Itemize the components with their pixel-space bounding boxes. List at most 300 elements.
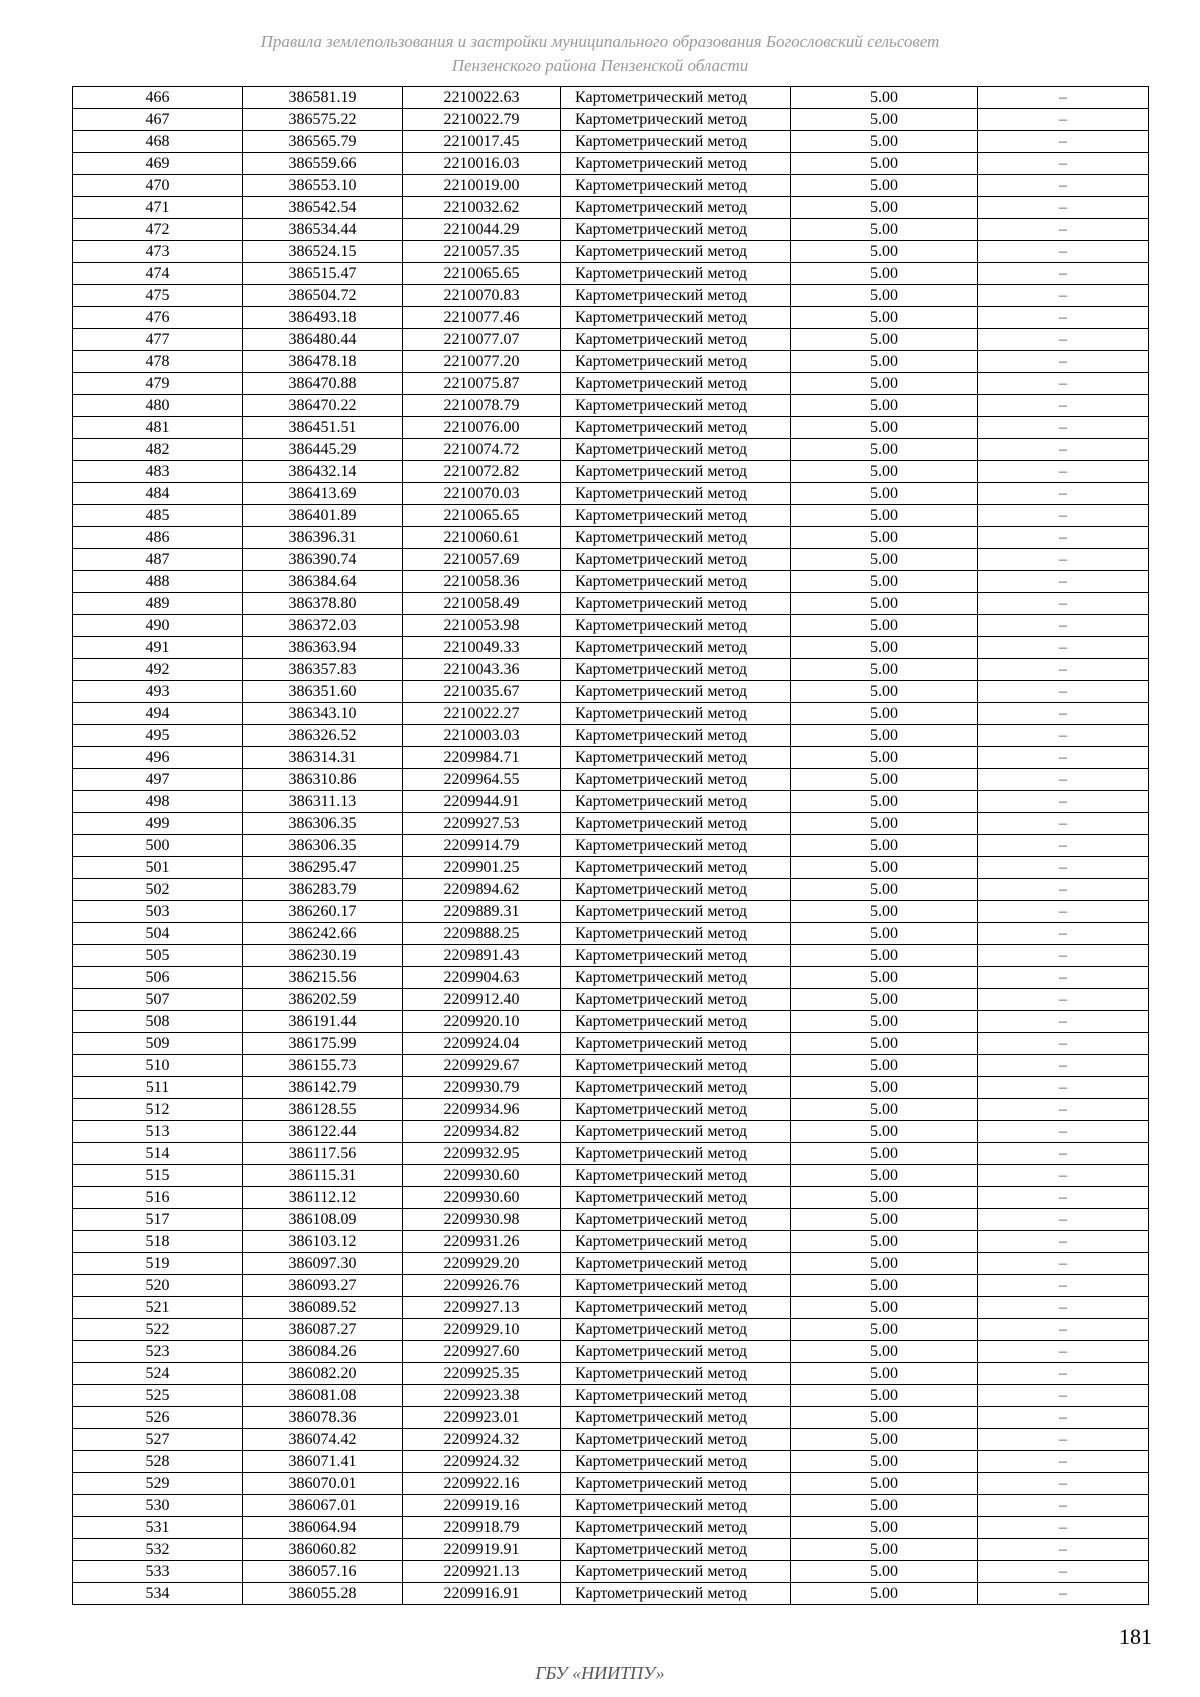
accuracy-cell: 5.00 (791, 461, 978, 483)
note-cell: – (978, 131, 1149, 153)
note-cell: – (978, 1539, 1149, 1561)
table-row (73, 681, 1149, 703)
accuracy-cell: 5.00 (791, 1539, 978, 1561)
method-cell: Картометрический метод (561, 1011, 791, 1033)
accuracy-cell: 5.00 (791, 1033, 978, 1055)
accuracy-cell: 5.00 (791, 549, 978, 571)
x-coordinate-cell: 386384.64 (243, 571, 403, 593)
point-number-cell: 487 (73, 549, 243, 571)
accuracy-cell: 5.00 (791, 1363, 978, 1385)
method-cell: Картометрический метод (561, 945, 791, 967)
y-coordinate-cell: 2210043.36 (403, 659, 561, 681)
method-cell: Картометрический метод (561, 1451, 791, 1473)
point-number-cell: 519 (73, 1253, 243, 1275)
table-row (73, 131, 1149, 153)
point-number-cell: 505 (73, 945, 243, 967)
y-coordinate-cell: 2209930.98 (403, 1209, 561, 1231)
table-row (73, 659, 1149, 681)
method-cell: Картометрический метод (561, 1165, 791, 1187)
table-row (73, 109, 1149, 131)
point-number-cell: 479 (73, 373, 243, 395)
note-cell: – (978, 1583, 1149, 1605)
method-cell: Картометрический метод (561, 1561, 791, 1583)
method-cell: Картометрический метод (561, 681, 791, 703)
y-coordinate-cell: 2210070.03 (403, 483, 561, 505)
x-coordinate-cell: 386191.44 (243, 1011, 403, 1033)
x-coordinate-cell: 386097.30 (243, 1253, 403, 1275)
method-cell: Картометрический метод (561, 1429, 791, 1451)
x-coordinate-cell: 386515.47 (243, 263, 403, 285)
table-row (73, 241, 1149, 263)
table-row (73, 637, 1149, 659)
accuracy-cell: 5.00 (791, 1583, 978, 1605)
point-number-cell: 531 (73, 1517, 243, 1539)
y-coordinate-cell: 2209916.91 (403, 1583, 561, 1605)
y-coordinate-cell: 2209964.55 (403, 769, 561, 791)
x-coordinate-cell: 386553.10 (243, 175, 403, 197)
point-number-cell: 518 (73, 1231, 243, 1253)
method-cell: Картометрический метод (561, 747, 791, 769)
point-number-cell: 532 (73, 1539, 243, 1561)
method-cell: Картометрический метод (561, 967, 791, 989)
table-row (73, 373, 1149, 395)
note-cell: – (978, 1011, 1149, 1033)
accuracy-cell: 5.00 (791, 659, 978, 681)
point-number-cell: 520 (73, 1275, 243, 1297)
point-number-cell: 523 (73, 1341, 243, 1363)
accuracy-cell: 5.00 (791, 945, 978, 967)
point-number-cell: 472 (73, 219, 243, 241)
method-cell: Картометрический метод (561, 791, 791, 813)
method-cell: Картометрический метод (561, 1253, 791, 1275)
point-number-cell: 478 (73, 351, 243, 373)
table-row (73, 1451, 1149, 1473)
table-row (73, 483, 1149, 505)
note-cell: – (978, 1143, 1149, 1165)
y-coordinate-cell: 2209944.91 (403, 791, 561, 813)
method-cell: Картометрический метод (561, 725, 791, 747)
x-coordinate-cell: 386390.74 (243, 549, 403, 571)
point-number-cell: 533 (73, 1561, 243, 1583)
accuracy-cell: 5.00 (791, 1209, 978, 1231)
x-coordinate-cell: 386071.41 (243, 1451, 403, 1473)
note-cell: – (978, 659, 1149, 681)
x-coordinate-cell: 386128.55 (243, 1099, 403, 1121)
method-cell: Картометрический метод (561, 1583, 791, 1605)
method-cell: Картометрический метод (561, 1363, 791, 1385)
note-cell: – (978, 857, 1149, 879)
table-row (73, 197, 1149, 219)
page-number: 181 (1119, 1624, 1152, 1649)
y-coordinate-cell: 2209923.38 (403, 1385, 561, 1407)
note-cell: – (978, 1407, 1149, 1429)
note-cell: – (978, 1517, 1149, 1539)
accuracy-cell: 5.00 (791, 1011, 978, 1033)
accuracy-cell: 5.00 (791, 681, 978, 703)
accuracy-cell: 5.00 (791, 571, 978, 593)
y-coordinate-cell: 2209930.60 (403, 1165, 561, 1187)
method-cell: Картометрический метод (561, 835, 791, 857)
table-row (73, 923, 1149, 945)
x-coordinate-cell: 386326.52 (243, 725, 403, 747)
x-coordinate-cell: 386493.18 (243, 307, 403, 329)
point-number-cell: 524 (73, 1363, 243, 1385)
point-number-cell: 503 (73, 901, 243, 923)
accuracy-cell: 5.00 (791, 263, 978, 285)
point-number-cell: 506 (73, 967, 243, 989)
method-cell: Картометрический метод (561, 131, 791, 153)
accuracy-cell: 5.00 (791, 1275, 978, 1297)
table-row (73, 1099, 1149, 1121)
accuracy-cell: 5.00 (791, 505, 978, 527)
note-cell: – (978, 571, 1149, 593)
accuracy-cell: 5.00 (791, 1341, 978, 1363)
x-coordinate-cell: 386378.80 (243, 593, 403, 615)
point-number-cell: 530 (73, 1495, 243, 1517)
table-row (73, 351, 1149, 373)
point-number-cell: 507 (73, 989, 243, 1011)
accuracy-cell: 5.00 (791, 1253, 978, 1275)
method-cell: Картометрический метод (561, 1077, 791, 1099)
y-coordinate-cell: 2210003.03 (403, 725, 561, 747)
x-coordinate-cell: 386175.99 (243, 1033, 403, 1055)
x-coordinate-cell: 386055.28 (243, 1583, 403, 1605)
table-row (73, 549, 1149, 571)
table-row (73, 945, 1149, 967)
note-cell: – (978, 1473, 1149, 1495)
accuracy-cell: 5.00 (791, 857, 978, 879)
table-row (73, 1341, 1149, 1363)
point-number-cell: 527 (73, 1429, 243, 1451)
note-cell: – (978, 1341, 1149, 1363)
x-coordinate-cell: 386343.10 (243, 703, 403, 725)
header-line-1: Правила землепользования и застройки муниципального образования Богословский сельсовет (260, 32, 940, 51)
method-cell: Картометрический метод (561, 439, 791, 461)
table-row (73, 901, 1149, 923)
table-row (73, 879, 1149, 901)
accuracy-cell: 5.00 (791, 989, 978, 1011)
accuracy-cell: 5.00 (791, 175, 978, 197)
x-coordinate-cell: 386575.22 (243, 109, 403, 131)
y-coordinate-cell: 2209929.10 (403, 1319, 561, 1341)
point-number-cell: 488 (73, 571, 243, 593)
page-header (0, 30, 1200, 78)
method-cell: Картометрический метод (561, 153, 791, 175)
point-number-cell: 467 (73, 109, 243, 131)
y-coordinate-cell: 2210057.69 (403, 549, 561, 571)
y-coordinate-cell: 2209919.16 (403, 1495, 561, 1517)
method-cell: Картометрический метод (561, 307, 791, 329)
point-number-cell: 493 (73, 681, 243, 703)
y-coordinate-cell: 2210035.67 (403, 681, 561, 703)
note-cell: – (978, 1429, 1149, 1451)
point-number-cell: 511 (73, 1077, 243, 1099)
note-cell: – (978, 329, 1149, 351)
method-cell: Картометрический метод (561, 1385, 791, 1407)
x-coordinate-cell: 386122.44 (243, 1121, 403, 1143)
y-coordinate-cell: 2210049.33 (403, 637, 561, 659)
table-row (73, 571, 1149, 593)
y-coordinate-cell: 2210072.82 (403, 461, 561, 483)
x-coordinate-cell: 386230.19 (243, 945, 403, 967)
note-cell: – (978, 989, 1149, 1011)
x-coordinate-cell: 386078.36 (243, 1407, 403, 1429)
y-coordinate-cell: 2209930.60 (403, 1187, 561, 1209)
accuracy-cell: 5.00 (791, 637, 978, 659)
y-coordinate-cell: 2209934.96 (403, 1099, 561, 1121)
point-number-cell: 476 (73, 307, 243, 329)
table-row (73, 1429, 1149, 1451)
y-coordinate-cell: 2210065.65 (403, 263, 561, 285)
method-cell: Картометрический метод (561, 1187, 791, 1209)
note-cell: – (978, 593, 1149, 615)
y-coordinate-cell: 2209914.79 (403, 835, 561, 857)
accuracy-cell: 5.00 (791, 87, 978, 109)
method-cell: Картометрический метод (561, 505, 791, 527)
table-row (73, 813, 1149, 835)
x-coordinate-cell: 386306.35 (243, 835, 403, 857)
x-coordinate-cell: 386559.66 (243, 153, 403, 175)
x-coordinate-cell: 386451.51 (243, 417, 403, 439)
table-row (73, 307, 1149, 329)
accuracy-cell: 5.00 (791, 1143, 978, 1165)
accuracy-cell: 5.00 (791, 791, 978, 813)
table-row (73, 153, 1149, 175)
y-coordinate-cell: 2209904.63 (403, 967, 561, 989)
note-cell: – (978, 835, 1149, 857)
method-cell: Картометрический метод (561, 1495, 791, 1517)
y-coordinate-cell: 2210070.83 (403, 285, 561, 307)
accuracy-cell: 5.00 (791, 703, 978, 725)
table-row (73, 439, 1149, 461)
note-cell: – (978, 87, 1149, 109)
y-coordinate-cell: 2210078.79 (403, 395, 561, 417)
y-coordinate-cell: 2209923.01 (403, 1407, 561, 1429)
table-row (73, 1385, 1149, 1407)
accuracy-cell: 5.00 (791, 1231, 978, 1253)
x-coordinate-cell: 386283.79 (243, 879, 403, 901)
note-cell: – (978, 1209, 1149, 1231)
y-coordinate-cell: 2210076.00 (403, 417, 561, 439)
accuracy-cell: 5.00 (791, 373, 978, 395)
x-coordinate-cell: 386103.12 (243, 1231, 403, 1253)
point-number-cell: 498 (73, 791, 243, 813)
method-cell: Картометрический метод (561, 1099, 791, 1121)
y-coordinate-cell: 2209921.13 (403, 1561, 561, 1583)
method-cell: Картометрический метод (561, 527, 791, 549)
accuracy-cell: 5.00 (791, 1165, 978, 1187)
accuracy-cell: 5.00 (791, 813, 978, 835)
table-row (73, 527, 1149, 549)
x-coordinate-cell: 386064.94 (243, 1517, 403, 1539)
method-cell: Картометрический метод (561, 1341, 791, 1363)
note-cell: – (978, 747, 1149, 769)
y-coordinate-cell: 2210022.79 (403, 109, 561, 131)
point-number-cell: 509 (73, 1033, 243, 1055)
table-row (73, 1517, 1149, 1539)
x-coordinate-cell: 386534.44 (243, 219, 403, 241)
y-coordinate-cell: 2209984.71 (403, 747, 561, 769)
accuracy-cell: 5.00 (791, 307, 978, 329)
point-number-cell: 495 (73, 725, 243, 747)
x-coordinate-cell: 386311.13 (243, 791, 403, 813)
note-cell: – (978, 945, 1149, 967)
point-number-cell: 489 (73, 593, 243, 615)
y-coordinate-cell: 2209920.10 (403, 1011, 561, 1033)
y-coordinate-cell: 2209926.76 (403, 1275, 561, 1297)
table-row (73, 1143, 1149, 1165)
note-cell: – (978, 769, 1149, 791)
accuracy-cell: 5.00 (791, 1517, 978, 1539)
y-coordinate-cell: 2210074.72 (403, 439, 561, 461)
table-row (73, 1165, 1149, 1187)
method-cell: Картометрический метод (561, 395, 791, 417)
y-coordinate-cell: 2210058.49 (403, 593, 561, 615)
accuracy-cell: 5.00 (791, 527, 978, 549)
note-cell: – (978, 681, 1149, 703)
table-row (73, 747, 1149, 769)
note-cell: – (978, 461, 1149, 483)
y-coordinate-cell: 2210044.29 (403, 219, 561, 241)
note-cell: – (978, 285, 1149, 307)
note-cell: – (978, 1231, 1149, 1253)
method-cell: Картометрический метод (561, 703, 791, 725)
table-row (73, 1297, 1149, 1319)
point-number-cell: 508 (73, 1011, 243, 1033)
x-coordinate-cell: 386117.56 (243, 1143, 403, 1165)
note-cell: – (978, 263, 1149, 285)
accuracy-cell: 5.00 (791, 351, 978, 373)
table-row (73, 395, 1149, 417)
method-cell: Картометрический метод (561, 1231, 791, 1253)
note-cell: – (978, 351, 1149, 373)
point-number-cell: 499 (73, 813, 243, 835)
note-cell: – (978, 241, 1149, 263)
method-cell: Картометрический метод (561, 549, 791, 571)
note-cell: – (978, 791, 1149, 813)
accuracy-cell: 5.00 (791, 1429, 978, 1451)
accuracy-cell: 5.00 (791, 197, 978, 219)
note-cell: – (978, 307, 1149, 329)
table-row (73, 857, 1149, 879)
note-cell: – (978, 1033, 1149, 1055)
x-coordinate-cell: 386480.44 (243, 329, 403, 351)
table-row (73, 87, 1149, 109)
table-row (73, 1319, 1149, 1341)
x-coordinate-cell: 386310.86 (243, 769, 403, 791)
point-number-cell: 480 (73, 395, 243, 417)
note-cell: – (978, 109, 1149, 131)
page-footer: ГБУ «НИИТПУ» (535, 1663, 665, 1683)
y-coordinate-cell: 2209927.53 (403, 813, 561, 835)
accuracy-cell: 5.00 (791, 1385, 978, 1407)
method-cell: Картометрический метод (561, 1209, 791, 1231)
method-cell: Картометрический метод (561, 659, 791, 681)
y-coordinate-cell: 2209922.16 (403, 1473, 561, 1495)
accuracy-cell: 5.00 (791, 1495, 978, 1517)
point-number-cell: 475 (73, 285, 243, 307)
table-row (73, 417, 1149, 439)
note-cell: – (978, 439, 1149, 461)
point-number-cell: 483 (73, 461, 243, 483)
method-cell: Картометрический метод (561, 417, 791, 439)
point-number-cell: 485 (73, 505, 243, 527)
y-coordinate-cell: 2210053.98 (403, 615, 561, 637)
table-row (73, 989, 1149, 1011)
method-cell: Картометрический метод (561, 637, 791, 659)
accuracy-cell: 5.00 (791, 329, 978, 351)
table-row (73, 1561, 1149, 1583)
note-cell: – (978, 527, 1149, 549)
note-cell: – (978, 1495, 1149, 1517)
x-coordinate-cell: 386470.88 (243, 373, 403, 395)
x-coordinate-cell: 386504.72 (243, 285, 403, 307)
table-row (73, 791, 1149, 813)
note-cell: – (978, 1099, 1149, 1121)
x-coordinate-cell: 386581.19 (243, 87, 403, 109)
accuracy-cell: 5.00 (791, 483, 978, 505)
method-cell: Картометрический метод (561, 1517, 791, 1539)
x-coordinate-cell: 386115.31 (243, 1165, 403, 1187)
accuracy-cell: 5.00 (791, 923, 978, 945)
y-coordinate-cell: 2209918.79 (403, 1517, 561, 1539)
y-coordinate-cell: 2210058.36 (403, 571, 561, 593)
y-coordinate-cell: 2209901.25 (403, 857, 561, 879)
point-number-cell: 502 (73, 879, 243, 901)
note-cell: – (978, 1253, 1149, 1275)
method-cell: Картометрический метод (561, 1407, 791, 1429)
note-cell: – (978, 373, 1149, 395)
note-cell: – (978, 505, 1149, 527)
point-number-cell: 486 (73, 527, 243, 549)
point-number-cell: 490 (73, 615, 243, 637)
accuracy-cell: 5.00 (791, 219, 978, 241)
point-number-cell: 481 (73, 417, 243, 439)
point-number-cell: 468 (73, 131, 243, 153)
point-number-cell: 482 (73, 439, 243, 461)
accuracy-cell: 5.00 (791, 769, 978, 791)
y-coordinate-cell: 2209932.95 (403, 1143, 561, 1165)
x-coordinate-cell: 386202.59 (243, 989, 403, 1011)
x-coordinate-cell: 386084.26 (243, 1341, 403, 1363)
y-coordinate-cell: 2210019.00 (403, 175, 561, 197)
header-line-2: Пензенского района Пензенской области (451, 56, 749, 75)
x-coordinate-cell: 386470.22 (243, 395, 403, 417)
note-cell: – (978, 175, 1149, 197)
y-coordinate-cell: 2210057.35 (403, 241, 561, 263)
note-cell: – (978, 967, 1149, 989)
x-coordinate-cell: 386112.12 (243, 1187, 403, 1209)
y-coordinate-cell: 2210022.63 (403, 87, 561, 109)
y-coordinate-cell: 2209888.25 (403, 923, 561, 945)
method-cell: Картометрический метод (561, 1121, 791, 1143)
method-cell: Картометрический метод (561, 1275, 791, 1297)
method-cell: Картометрический метод (561, 813, 791, 835)
y-coordinate-cell: 2210032.62 (403, 197, 561, 219)
accuracy-cell: 5.00 (791, 1451, 978, 1473)
point-number-cell: 466 (73, 87, 243, 109)
x-coordinate-cell: 386314.31 (243, 747, 403, 769)
x-coordinate-cell: 386089.52 (243, 1297, 403, 1319)
x-coordinate-cell: 386524.15 (243, 241, 403, 263)
x-coordinate-cell: 386445.29 (243, 439, 403, 461)
note-cell: – (978, 1297, 1149, 1319)
table-row (73, 329, 1149, 351)
x-coordinate-cell: 386067.01 (243, 1495, 403, 1517)
note-cell: – (978, 813, 1149, 835)
table-row (73, 1187, 1149, 1209)
y-coordinate-cell: 2209924.32 (403, 1451, 561, 1473)
